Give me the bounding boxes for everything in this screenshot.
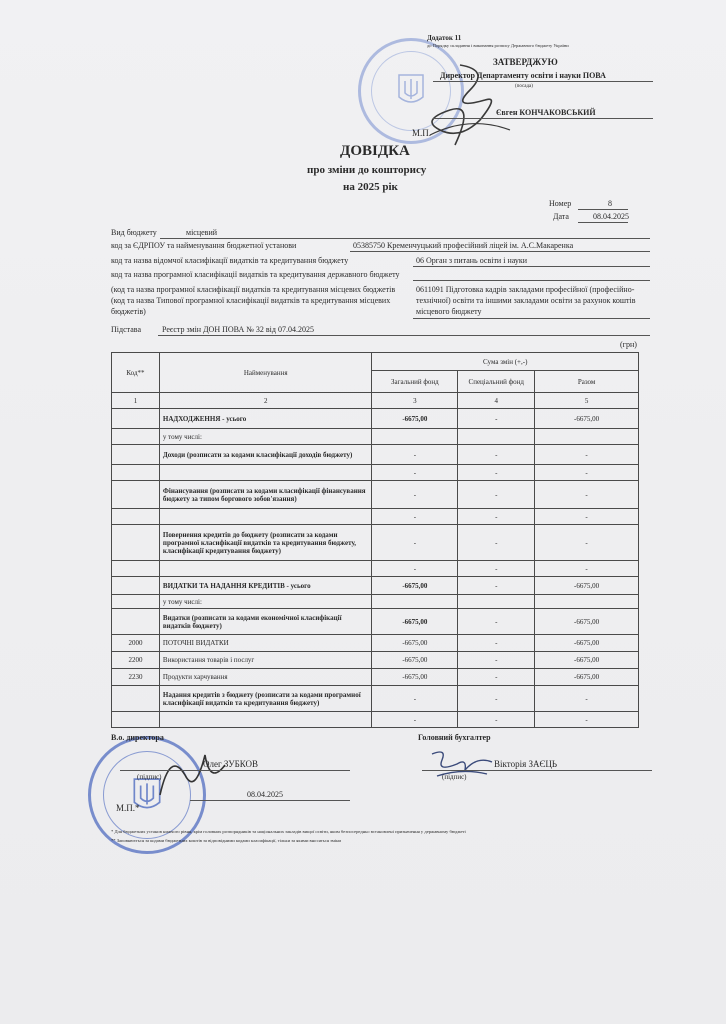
row-code xyxy=(112,445,160,465)
row-code: 2200 xyxy=(112,652,160,669)
row-total: -6675,00 xyxy=(535,409,639,429)
table-row xyxy=(112,445,639,465)
row-general: - xyxy=(372,509,458,525)
row-total: -6675,00 xyxy=(535,577,639,595)
document-subtitle: про зміни до кошторису xyxy=(307,164,427,176)
row-special: - xyxy=(458,712,535,728)
director-signature-icon xyxy=(150,745,230,805)
table-row xyxy=(112,595,639,609)
row-general: -6675,00 xyxy=(372,652,458,669)
row-total: -6675,00 xyxy=(535,635,639,652)
col-number-5: 5 xyxy=(535,393,639,409)
row-general: -6675,00 xyxy=(372,609,458,635)
approver-position-caption: (посада) xyxy=(515,84,533,89)
row-general: -6675,00 xyxy=(372,409,458,429)
date-value: 08.04.2025 xyxy=(593,212,629,221)
basis-value: Реєстр змін ДОН ПОВА № 32 від 07.04.2025 xyxy=(162,325,314,334)
row-code xyxy=(112,686,160,712)
director-name: Олег ЗУБКОВ xyxy=(203,759,259,769)
row-special: - xyxy=(458,577,535,595)
row-code xyxy=(112,595,160,609)
row-general: - xyxy=(372,445,458,465)
row-total: - xyxy=(535,561,639,577)
row-total: - xyxy=(535,525,639,561)
col-number-2: 2 xyxy=(159,393,372,409)
row-name: Доходи (розписати за кодами класифікації доходів бюджету) xyxy=(159,445,372,465)
row-name: Повернення кредитів до бюджету (розписати за кодами програмної класифікації видатків та кредитування бюджету, класифікації кредитування бюджету) xyxy=(159,525,372,561)
row-general: -6675,00 xyxy=(372,635,458,652)
table-row xyxy=(112,525,639,561)
footnote-1: * Для бюджетних установ нижчого рівня, крім головних розпорядників та національних закладів вищої освіти, яким безпосередньо встановлені призначення у державному бюджеті xyxy=(111,829,466,834)
signature-date: 08.04.2025 xyxy=(247,790,283,799)
program-local-label-1: (код та назва програмної класифікації видатків та кредитування місцевих бюджетів xyxy=(111,285,396,294)
table-row xyxy=(112,635,639,652)
row-total: - xyxy=(535,686,639,712)
program-local-label-3: бюджетів) xyxy=(111,307,146,316)
header-total: Разом xyxy=(535,371,639,393)
row-general: - xyxy=(372,561,458,577)
header-name: Найменування xyxy=(159,353,372,393)
row-general: -6675,00 xyxy=(372,669,458,686)
row-code xyxy=(112,577,160,595)
row-total xyxy=(535,595,639,609)
row-name xyxy=(159,712,372,728)
program-local-value-3: місцевого бюджету xyxy=(416,307,482,316)
date-label: Дата xyxy=(553,212,569,221)
edrpou-value: 05385750 Кременчуцький професійний ліцей ім. А.С.Макаренка xyxy=(353,241,574,250)
row-general: - xyxy=(372,712,458,728)
row-total: - xyxy=(535,509,639,525)
director-label: В.о. директора xyxy=(111,733,164,742)
row-special: - xyxy=(458,481,535,509)
row-special xyxy=(458,429,535,445)
row-total: - xyxy=(535,481,639,509)
table-row xyxy=(112,481,639,509)
edrpou-label: код за ЄДРПОУ та найменування бюджетної установи xyxy=(111,241,297,250)
header-code: Код** xyxy=(112,353,160,393)
table-row xyxy=(112,712,639,728)
row-name xyxy=(159,509,372,525)
table-row xyxy=(112,561,639,577)
table-row xyxy=(112,669,639,686)
table-row xyxy=(112,652,639,669)
row-code xyxy=(112,712,160,728)
table-row xyxy=(112,609,639,635)
changes-table xyxy=(111,352,639,728)
row-total: - xyxy=(535,445,639,465)
row-name xyxy=(159,465,372,481)
row-name: у тому числі: xyxy=(159,429,372,445)
row-name: Використання товарів і послуг xyxy=(159,652,372,669)
row-general: -6675,00 xyxy=(372,577,458,595)
currency-note: (грн) xyxy=(620,340,637,349)
row-code xyxy=(112,561,160,577)
accountant-name: Вікторія ЗАЄЦЬ xyxy=(494,759,558,769)
row-general xyxy=(372,429,458,445)
header-general-fund: Загальний фонд xyxy=(372,371,458,393)
row-code xyxy=(112,509,160,525)
row-general: - xyxy=(372,525,458,561)
col-number-4: 4 xyxy=(458,393,535,409)
table-row xyxy=(112,509,639,525)
document-year: на 2025 рік xyxy=(343,181,398,193)
stamp-mark-top: М.П. xyxy=(412,128,432,138)
row-total: - xyxy=(535,465,639,481)
table-row xyxy=(112,409,639,429)
row-name: у тому числі: xyxy=(159,595,372,609)
accountant-signature-caption: (підпис) xyxy=(442,773,467,781)
row-code xyxy=(112,429,160,445)
appendix-subtitle: до Порядку складання і виконання розпису Державного бюджету України xyxy=(427,43,569,48)
row-code xyxy=(112,481,160,509)
row-name: НАДХОДЖЕННЯ - усього xyxy=(159,409,372,429)
row-name: Продукти харчування xyxy=(159,669,372,686)
row-total: -6675,00 xyxy=(535,669,639,686)
row-name: Видатки (розписати за кодами економічної класифікації видатків бюджету) xyxy=(159,609,372,635)
program-local-value-2: технічної) освіти та іншими закладами освіти за рахунок коштів xyxy=(416,296,636,305)
row-total: -6675,00 xyxy=(535,609,639,635)
program-state-label: код та назва програмної класифікації видатків та кредитування державного бюджету xyxy=(111,270,400,279)
row-special: - xyxy=(458,652,535,669)
document-title: ДОВІДКА xyxy=(340,143,410,159)
dept-class-value: 06 Орган з питань освіти і науки xyxy=(416,256,528,265)
row-general: - xyxy=(372,686,458,712)
row-total: - xyxy=(535,712,639,728)
table-row xyxy=(112,465,639,481)
number-label: Номер xyxy=(549,199,572,208)
row-name: Фінансування (розписати за кодами класифікації фінансування бюджету за типом боргового зобов'язання) xyxy=(159,481,372,509)
row-code xyxy=(112,465,160,481)
row-code xyxy=(112,409,160,429)
row-code xyxy=(112,609,160,635)
appendix-label: Додаток 11 xyxy=(427,34,462,42)
row-special: - xyxy=(458,609,535,635)
table-row xyxy=(112,577,639,595)
row-general: - xyxy=(372,481,458,509)
row-code xyxy=(112,525,160,561)
table-row xyxy=(112,429,639,445)
row-special: - xyxy=(458,686,535,712)
approver-name: Євген КОНЧАКОВСЬКИЙ xyxy=(496,108,596,117)
row-total: -6675,00 xyxy=(535,652,639,669)
stamp-mark-bottom: М.П.* xyxy=(116,803,140,813)
col-number-1: 1 xyxy=(112,393,160,409)
row-special: - xyxy=(458,409,535,429)
row-name xyxy=(159,561,372,577)
row-special: - xyxy=(458,669,535,686)
row-general xyxy=(372,595,458,609)
row-name: ПОТОЧНІ ВИДАТКИ xyxy=(159,635,372,652)
row-special: - xyxy=(458,445,535,465)
director-signature-caption: (підпис) xyxy=(137,773,162,781)
table-row xyxy=(112,686,639,712)
basis-label: Підстава xyxy=(111,325,141,334)
program-local-label-2: (код та назва Типової програмної класифікації видатків та кредитування місцевих xyxy=(111,296,391,305)
row-general: - xyxy=(372,465,458,481)
row-special: - xyxy=(458,635,535,652)
row-special: - xyxy=(458,561,535,577)
header-sum: Сума змін (+,-) xyxy=(372,353,639,371)
header-special-fund: Спеціальний фонд xyxy=(458,371,535,393)
budget-type-value: місцевий xyxy=(186,228,218,237)
program-local-value-1: 0611091 Підготовка кадрів закладами професійної (професійно- xyxy=(416,285,635,294)
dept-class-label: код та назва відомчої класифікації видатків та кредитування бюджету xyxy=(111,256,349,265)
row-name: ВИДАТКИ ТА НАДАННЯ КРЕДИТІВ - усього xyxy=(159,577,372,595)
approver-position: Директор Департаменту освіти і науки ПОВА xyxy=(440,71,606,80)
row-special: - xyxy=(458,509,535,525)
row-special: - xyxy=(458,525,535,561)
row-code: 2000 xyxy=(112,635,160,652)
budget-type-label: Вид бюджету xyxy=(111,228,157,237)
approve-heading: ЗАТВЕРДЖУЮ xyxy=(493,57,558,67)
row-total xyxy=(535,429,639,445)
row-special: - xyxy=(458,465,535,481)
row-code: 2230 xyxy=(112,669,160,686)
number-value: 8 xyxy=(608,199,612,208)
row-name: Надання кредитів з бюджету (розписати за кодами програмної класифікації видатків та кредитування бюджету) xyxy=(159,686,372,712)
row-special xyxy=(458,595,535,609)
col-number-3: 3 xyxy=(372,393,458,409)
footnote-2: ** Заповнюється за кодами бюджетних коштів за відповідними кодами класифікації, тільки за якими вносяться зміни xyxy=(111,838,341,843)
accountant-label: Головний бухгалтер xyxy=(418,733,491,742)
